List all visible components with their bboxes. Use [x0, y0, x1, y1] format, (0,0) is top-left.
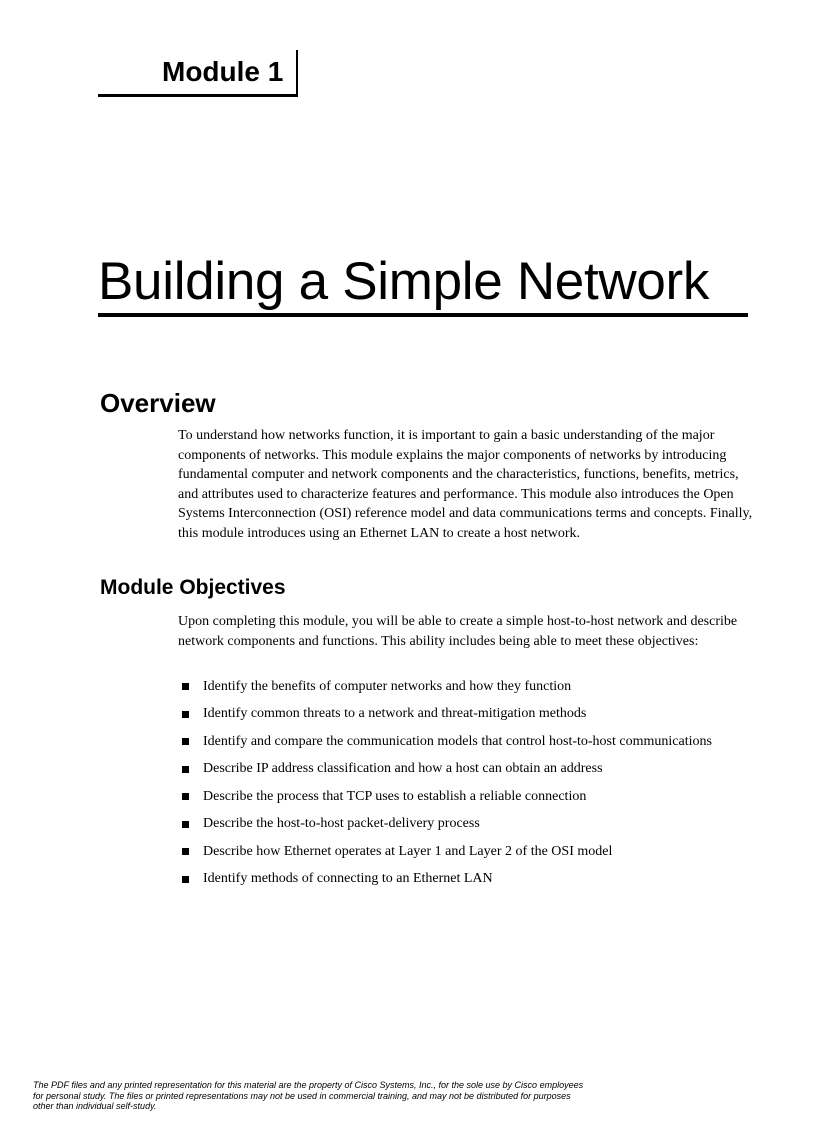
square-bullet-icon: [182, 683, 189, 690]
page-title: Building a Simple Network: [98, 252, 710, 311]
overview-heading: Overview: [100, 388, 216, 418]
square-bullet-icon: [182, 793, 189, 800]
objective-text: Identify methods of connecting to an Ethernet LAN: [203, 871, 493, 887]
module-label: Module 1: [162, 56, 284, 87]
objective-text: Identify the benefits of computer networks and how they function: [203, 678, 572, 694]
list-item: [178, 811, 778, 839]
objective-text: Describe the process that TCP uses to establish a reliable connection: [203, 788, 587, 804]
footer-copyright-note: The PDF files and any printed representation for this material are the property of Cisco Systems, Inc., for the sole use by Cisco employees for personal study. The files or printed representations may not be used in commercial training, and may not be distributed for purposes other than individual self-study.: [33, 1080, 584, 1111]
title-rule: [98, 313, 748, 317]
objective-text: Describe the host-to-host packet-delivery process: [203, 816, 480, 832]
module-objectives-intro: Upon completing this module, you will be able to create a simple host-to-host network and describe network components and functions. This ability includes being able to meet these objectives:: [178, 614, 738, 649]
list-item: [178, 838, 778, 866]
list-item: [178, 728, 778, 756]
list-item: [178, 783, 778, 811]
module-label-underline: [98, 94, 298, 97]
list-item: [178, 673, 778, 701]
objective-text: Identify and compare the communication models that control host-to-host communications: [203, 733, 712, 749]
overview-paragraph: To understand how networks function, it is important to gain a basic understanding of the major components of networks. This module explains the major components of networks by introducing fundamental computer and network components and the characteristics, functions, benefits, metrics, and attributes used to characterize features and performance. This module also introduces the Open Systems Interconnection (OSI) reference model and data communications terms and concepts. Finally, this module introduces using an Ethernet LAN to create a host network.: [178, 428, 753, 541]
list-item: [178, 866, 778, 894]
objective-text: Identify common threats to a network and threat-mitigation methods: [203, 706, 587, 722]
square-bullet-icon: [182, 848, 189, 855]
objectives-list: [178, 673, 778, 893]
module-objectives-heading: Module Objectives: [100, 576, 286, 599]
square-bullet-icon: [182, 738, 189, 745]
square-bullet-icon: [182, 766, 189, 773]
objective-text: Describe how Ethernet operates at Layer 1 and Layer 2 of the OSI model: [203, 843, 613, 859]
list-item: [178, 756, 778, 784]
square-bullet-icon: [182, 876, 189, 883]
square-bullet-icon: [182, 711, 189, 718]
module-label-divider: [296, 50, 298, 97]
square-bullet-icon: [182, 821, 189, 828]
list-item: [178, 701, 778, 729]
objective-text: Describe IP address classification and how a host can obtain an address: [203, 761, 603, 777]
